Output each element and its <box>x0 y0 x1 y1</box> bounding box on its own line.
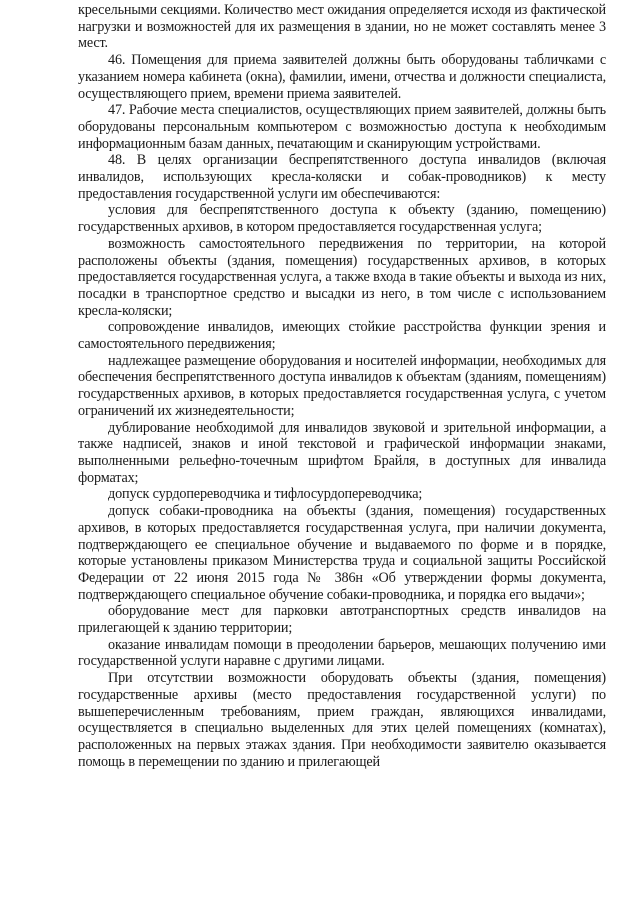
list-item-equipment-placement: надлежащее размещение оборудования и носителей информации, необходимых для обеспечения беспрепятственного доступа инвалидов к объектам (зданиям, помещениям) государственных архивов, в которых предоставляется государственная услуга, с учетом ограничений их жизнедеятельности; <box>78 352 606 419</box>
list-item-parking: оборудование мест для парковки автотранспортных средств инвалидов на прилегающей к зданию территории; <box>78 603 606 637</box>
paragraph-46: 46. Помещения для приема заявителей должны быть оборудованы табличками с указанием номера кабинета (окна), фамилии, имени, отчества и должности специалиста, осуществляющего прием, времени приема заявителей. <box>78 52 606 102</box>
list-item-guide-dog: допуск собаки-проводника на объекты (здания, помещения) государственных архивов, в которых предоставляется государственная услуга, при наличии документа, подтверждающего ее специальное обучение и выдаваемого по форме и в порядке, которые установлены приказом Министерства труда и социальной защиты Российской Федерации от 22 июня 2015 года № 386н «Об утверждении формы документа, подтверждающего специальное обучение собаки-проводника, и порядка его выдачи»; <box>78 503 606 603</box>
paragraph-48: 48. В целях организации беспрепятственного доступа инвалидов (включая инвалидов, использующих кресла-коляски и собак-проводников) к месту предоставления государственной услуги им обеспечиваются: <box>78 152 606 202</box>
list-item-information-duplication: дублирование необходимой для инвалидов звуковой и зрительной информации, а также надписей, знаков и иной текстовой и графической информации знаками, выполненными рельефно-точечным шрифтом Брайля, в доступных для инвалида форматах; <box>78 419 606 486</box>
paragraph-47: 47. Рабочие места специалистов, осуществляющих прием заявителей, должны быть оборудованы персональным компьютером с возможностью доступа к необходимым информационным базам данных, печатающим и сканирующим устройствами. <box>78 102 606 152</box>
list-item-independent-movement: возможность самостоятельного передвижения по территории, на которой расположены объекты (здания, помещения) государственных архивов, в которых предоставляется государственная услуга, а также входа в такие объекты и выхода из них, посадки в транспортное средство и высадки из него, в том числе с использованием кресла-коляски; <box>78 235 606 319</box>
paragraph-alternative-reception: При отсутствии возможности оборудовать объекты (здания, помещения) государственные архивы (место предоставления государственной услуги) по вышеперечисленным требованиям, прием граждан, являющихся инвалидами, осуществляется в специально выделенных для этих целей помещениях (комнатах), расположенных на первых этажах здания. При необходимости заявителю оказывается помощь в перемещении по зданию и прилегающей <box>78 670 606 770</box>
list-item-escort: сопровождение инвалидов, имеющих стойкие расстройства функции зрения и самостоятельного передвижения; <box>78 319 606 353</box>
list-item-barrier-assistance: оказание инвалидам помощи в преодолении барьеров, мешающих получению ими государственной услуги наравне с другими лицами. <box>78 636 606 670</box>
list-item-sign-interpreter: допуск сурдопереводчика и тифлосурдопереводчика; <box>108 486 423 503</box>
list-item-access-conditions: условия для беспрепятственного доступа к объекту (зданию, помещению) государственных архивов, в котором предоставляется государственная услуга; <box>78 202 606 236</box>
paragraph-continuation: кресельными секциями. Количество мест ожидания определяется исходя из фактической нагрузки и возможностей для их размещения в здании, но не может составлять менее 3 мест. <box>78 2 606 52</box>
